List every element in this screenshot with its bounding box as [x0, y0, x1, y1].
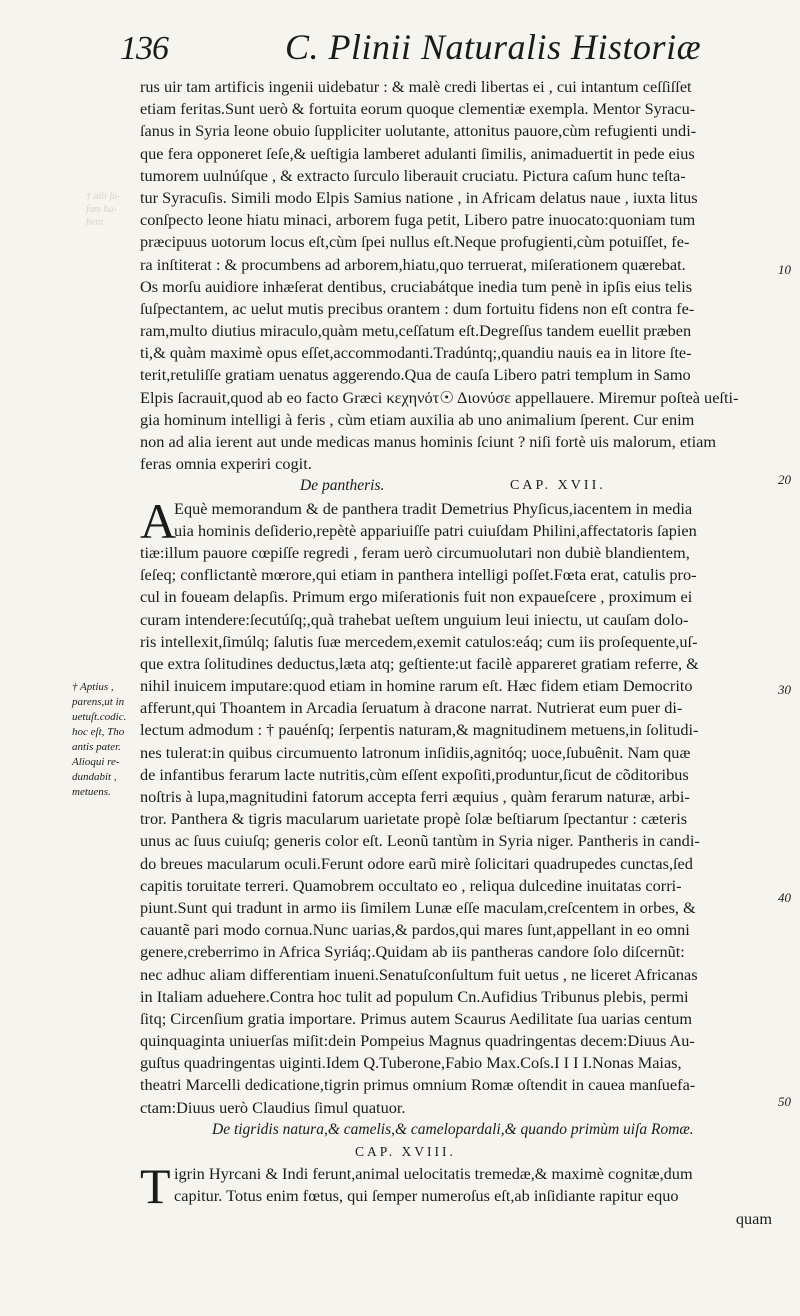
text-line: ſitq; Circenſium gratia importare. Primus autem Scaurus Aedilitate ſua uarias centum: [140, 1008, 693, 1028]
text-line: rus uir tam artificis ingenii uidebatur : & malè credi libertas ei , cui intantum ceſſiſſet: [140, 77, 692, 96]
text-line: tur Syracuſis. Simili modo Elpis Samius natione , in Africam delatus naue , iuxta litus: [140, 187, 698, 207]
marginal-note: [72, 680, 138, 800]
text-line: tumorem uulnúſque , & extracto ſurculo liberauit cruciatu. Pictura caſum hunc teſta-: [140, 165, 686, 185]
text-line: conſpecto leone hiatu minaci, arborem fuga petit, Libero patre inuocato:quoniam tum: [140, 210, 696, 230]
text-line: ram,multo diutius miraculo,quàm metu,ceſſatum eſt.Degreſſus tandem euellit præben: [140, 321, 692, 341]
main-text-column: [140, 76, 772, 1230]
text-line: cul in foueam delapſis. Primum ergo miſerationis fuit non expaueſcere , proximum ei: [140, 587, 693, 607]
text-line: unus ac ſuus cuiuſq; generis color eſt. Leonũ tantùm in Syria niger. Pantheris in candi-: [140, 831, 700, 851]
text-line: ctam:Diuus uerò Claudius ſimul quatuor.: [140, 1097, 406, 1117]
note-line: Alioqui re-: [72, 756, 120, 768]
text-line: que fera opponeret ſeſe,& ueſtigia lamberet adulanti ſimilis, animaduertit in pede eius: [140, 143, 695, 163]
text-line: uia hominis deſiderio,repètè appariuiſſe patri cuiuſdam Philini,affectatoris ſapien: [174, 520, 697, 540]
drop-cap-letter: A: [140, 492, 177, 549]
text-line: igrin Hyrcani & Indi ferunt,animal uelocitatis tremedæ,& maximè cognitæ,dum: [174, 1164, 693, 1184]
chapter-xviii-title: De tigridis natura,& camelis,& camelopardali,& quando primùm uiſa Romæ.: [212, 1120, 694, 1138]
text-line: ris intellexit,ſimúlq; ſalutis ſuæ mercedem,exemit catulos:eáq; cum iis proſequente,uſ-: [140, 631, 698, 651]
drop-cap-letter: T: [140, 1158, 171, 1215]
text-line: quinquaginta uniuerſas miſit:dein Pompeius Magnus quadringentas decem:Diuus Au-: [140, 1031, 695, 1051]
running-head: C. Plinii Naturalis Historiæ: [285, 27, 702, 67]
chapter-number: CAP. XVII.: [510, 478, 606, 494]
margin-line-number: 30: [778, 682, 791, 697]
text-line: curam intendere:ſecutúſq;,quà trahebat ueſtem unguium leui iniectu, ut cauſam dolo-: [140, 609, 689, 629]
faint-note-line: † alii ſu-: [86, 191, 121, 202]
note-line: hoc eſt, Tho: [72, 726, 125, 738]
text-line: genere,creberrimo in Africa Syriáq;.Quidam ab iis pantheras candore ſolo diſcernũt:: [140, 942, 685, 962]
catchword: quam: [735, 1208, 772, 1228]
chapter-xvi-ending: [140, 76, 772, 475]
text-line: etiam feritas.Sunt uerò & fortuita eorum quoque clementiæ exempla. Mentor Syracu-: [140, 99, 696, 119]
text-line: lectum admodum : † pauénſq; ſerpentis naturam,& magnitudinem metuens,in ſolitudi-: [140, 720, 699, 740]
margin-line-number: 20: [778, 472, 791, 487]
chapter-title: De pantheris.: [300, 477, 385, 495]
drop-cap-lines: [140, 1158, 772, 1215]
text-line: capitis toruitate terreri. Quamobrem occultato eo , reliqua dulcedine inuitatas corri-: [140, 875, 682, 895]
text-line: ti,& quàm maximè opus eſſet,accommodanti.Tradúntq;,quandiu nauis ea in litore ſte-: [140, 343, 692, 363]
note-line: † Aptius ,: [72, 681, 114, 693]
text-line: tror. Panthera & tigris macularum uarietate propè ſolæ beſtiarum ſpectantur : cæteris: [140, 809, 688, 829]
text-line: cauantẽ pari modo cornua.Nunc uarias,& pardos,qui mares ſunt,appellant in eo omni: [140, 920, 690, 940]
text-line: capitur. Totus enim fœtus, qui ſemper numeroſus eſt,ab inſidiante rapitur equo: [174, 1186, 679, 1206]
faint-note-line: bent: [86, 217, 104, 228]
drop-cap-paragraph: [140, 492, 772, 549]
margin-line-number: 10: [778, 262, 791, 277]
margin-line-number: 40: [778, 890, 791, 905]
text-line: nihil inuicem imputare:quod etiam in homine rarum eſt. Hæc fidem etiam Democrito: [140, 676, 693, 696]
faint-margin-note: [86, 190, 134, 229]
text-line: feras omnia experiri cogit.: [140, 454, 312, 474]
text-line: de infantibus ferarum lacte nutritis,cùm eſſent expoſiti,produntur,ſicut de cõditoribus: [140, 764, 689, 784]
text-line: do breues macularum oculi.Ferunt odore earũ mirè ſolicitari quadrupedes cunctas,ſed: [140, 853, 693, 873]
note-line: antis pater.: [72, 741, 121, 753]
drop-cap-paragraph: [140, 1158, 772, 1215]
text-line: theatri Marcelli dedicatione,tigrin primus omnium Romæ oſtendit in cauea manſuefa-: [140, 1075, 696, 1095]
note-line: uetuſt.codic.: [72, 711, 127, 723]
text-line: noſtris à lupa,magnitudini fatorum accepta ferri æquius , quàm ferarum naturæ, arbi-: [140, 787, 690, 806]
text-line: ſanus in Syria leone obuio ſuppliciter uolutante, attonitus pauore,cùm refugienti undi-: [140, 121, 697, 141]
chapter-xvii-text: [140, 542, 772, 1119]
text-line: nes tulerat:in quibus circumuento latronum inſidiis,agnitóq; uoce,ſubuênit. Nam quæ: [140, 742, 691, 762]
page-number: 136: [120, 30, 168, 67]
text-line: tiæ:illum pauore cœpiſſe regredi , feram uerò circumuolutari non dubiè blandientem,: [140, 542, 690, 562]
text-line: ra inſtiterat : & procumbens ad arborem,hiatu,quo terruerat, miſerationem quærebat.: [140, 254, 686, 274]
note-line: metuens.: [72, 786, 111, 798]
chapter-xvii-heading: [140, 475, 772, 497]
text-line: terit,retuliſſe gratiam uenatus aggerendo.Qua de cauſa Libero patri templum in Samo: [140, 365, 691, 385]
text-line: que extra ſolitudines deductus,læta atq; geſtiente:ut facilè appareret gratiam referre, &: [140, 653, 699, 673]
chapter-xviii-number: CAP. XVIII.: [355, 1144, 456, 1159]
text-line: guſtus quadringentas uiginti.Idem Q.Tuberone,Fabio Max.Coſs.I I I I.Nonas Maias,: [140, 1053, 682, 1073]
text-line: nec adhuc aliam differentiam inueni.Senatuſconſultum fuit uetus , ne liceret Africanas: [140, 964, 698, 984]
text-line: afferunt,qui Thoantem in Arcadia ſeruatum à dracone narrat. Nutrierat eum puer di-: [140, 698, 683, 718]
note-line: dundabit ,: [72, 771, 117, 783]
text-line: non ad alia ierent aut unde medicas manus hominis ſciunt ? niſi fortè uis malorum, etiam: [140, 432, 717, 451]
text-line: Equè memorandum & de panthera tradit Demetrius Phyſicus,iacentem in media: [174, 498, 693, 518]
drop-cap-lines: [140, 492, 772, 549]
text-line: ſuſpectantem, ac uelut mutis precibus orantem : dum fortuitu fidens non eſt contra fe-: [140, 298, 695, 318]
text-line: Os morſu auidiore inhæſerat dentibus, cruciabátque inedia tum penè in ipſis eius telis: [140, 276, 693, 296]
text-line: præcipuus uotorum locus eſt,cùm ſpei nullus eſt.Neque profugienti,cùm potuiſſet, fe-: [140, 232, 690, 252]
text-line: ſeſeq; conflictantè mœrore,qui etiam in panthera intelligi poſſet.Fœta erat, catulis pro-: [140, 565, 697, 585]
note-line: parens,ut in: [72, 696, 125, 708]
text-line: Elpis ſacrauit,quod ab eo facto Græci κεχηνότ☉ Διονύσε appellauere. Miremur poſteà ueſti-: [140, 387, 739, 407]
faint-note-line: ſum ha-: [86, 204, 117, 215]
text-line: gia hominum intelligi à feris , cùm etiam auxilia ab uno animalium ſperent. Cur enim: [140, 409, 695, 429]
text-line: in Italiam aduehere.Contra hoc tulit ad populum Cn.Aufidius Tribunus plebis, permi: [140, 986, 689, 1006]
margin-line-number: 50: [778, 1094, 791, 1109]
text-line: piunt.Sunt qui tradunt in armo iis ſimilem Lunæ eſſe maculam,creſcentem in orbes, &: [140, 897, 696, 917]
